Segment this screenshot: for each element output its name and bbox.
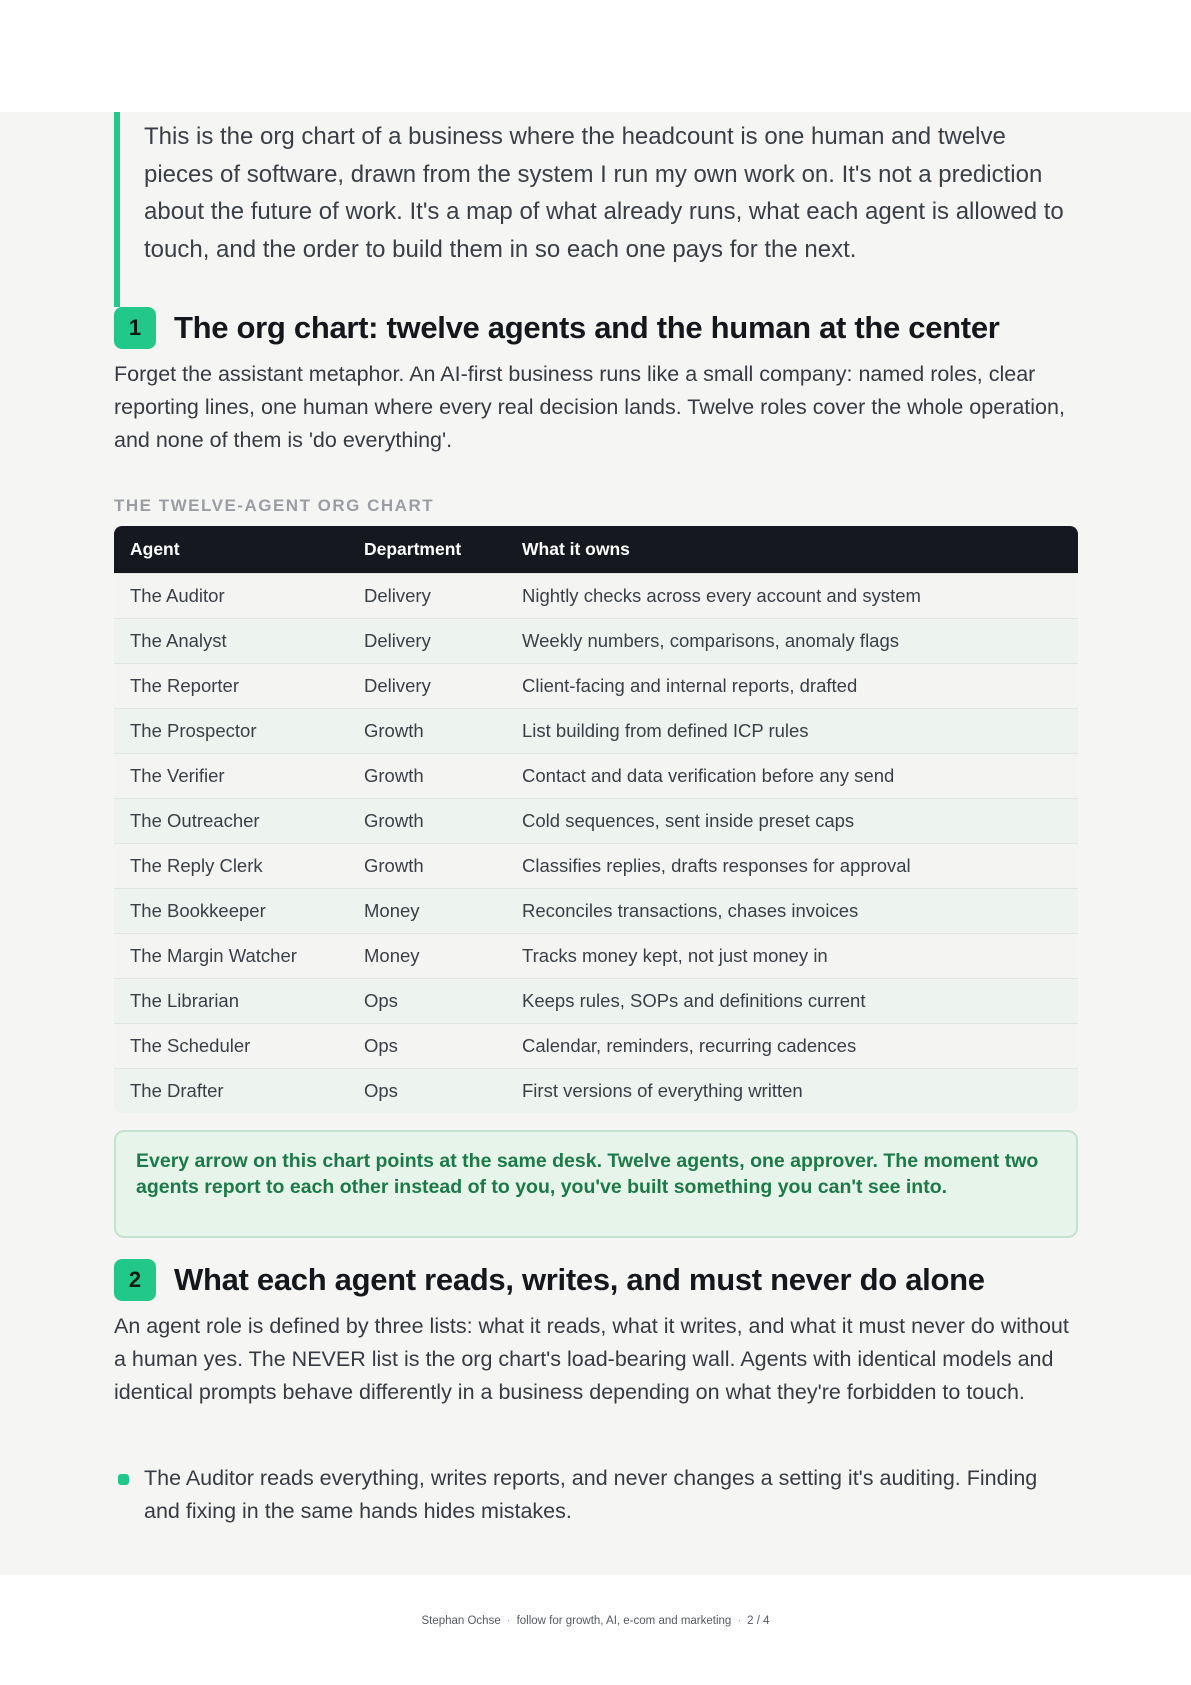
cell-agent: The Bookkeeper bbox=[130, 900, 266, 921]
cell-owns: Nightly checks across every account and system bbox=[522, 585, 921, 606]
list-item-text: The Auditor reads everything, writes reports, and never changes a setting it's auditing. Finding and fixing in the same hands hides mistakes. bbox=[144, 1466, 1038, 1523]
cell-agent: The Outreacher bbox=[130, 810, 260, 831]
cell-agent: The Reporter bbox=[130, 675, 239, 696]
table-row bbox=[114, 1023, 1078, 1068]
table-row bbox=[114, 798, 1078, 843]
cell-owns: Client-facing and internal reports, drafted bbox=[522, 675, 858, 696]
cell-agent: The Librarian bbox=[130, 990, 240, 1011]
table-row bbox=[114, 933, 1078, 978]
cell-department: Delivery bbox=[364, 585, 431, 606]
cell-agent: The Margin Watcher bbox=[130, 945, 297, 966]
cell-owns: Keeps rules, SOPs and definitions current bbox=[522, 990, 866, 1011]
cell-owns: Reconciles transactions, chases invoices bbox=[522, 900, 859, 921]
table-row bbox=[114, 978, 1078, 1023]
cell-department: Ops bbox=[364, 990, 398, 1011]
table-header-row bbox=[114, 526, 1078, 573]
table-row bbox=[114, 1068, 1078, 1113]
bullet-marker-icon bbox=[118, 1474, 129, 1485]
cell-agent: The Analyst bbox=[130, 630, 227, 651]
cell-department: Delivery bbox=[364, 630, 431, 651]
section-2-title: What each agent reads, writes, and must never do alone bbox=[174, 1262, 985, 1297]
cell-owns: Calendar, reminders, recurring cadences bbox=[522, 1035, 857, 1056]
cell-department: Ops bbox=[364, 1035, 398, 1056]
cell-department: Delivery bbox=[364, 675, 431, 696]
table-row bbox=[114, 843, 1078, 888]
section-1-header bbox=[114, 306, 1000, 350]
cell-owns: Cold sequences, sent inside preset caps bbox=[522, 810, 855, 831]
footer-separator: · bbox=[506, 1615, 511, 1627]
table-row bbox=[114, 753, 1078, 798]
table-row bbox=[114, 618, 1078, 663]
header-agent: Agent bbox=[130, 539, 180, 559]
org-chart-table bbox=[114, 526, 1078, 1113]
cell-agent: The Auditor bbox=[130, 585, 225, 606]
list-item bbox=[114, 1462, 1078, 1528]
footer-tagline: follow for growth, AI, e-com and marketing bbox=[516, 1615, 732, 1627]
header-what-it-owns: What it owns bbox=[522, 539, 630, 559]
cell-owns: Tracks money kept, not just money in bbox=[522, 945, 828, 966]
cell-agent: The Drafter bbox=[130, 1080, 224, 1101]
section-1-number-badge: 1 bbox=[114, 307, 156, 349]
page-top-margin bbox=[0, 0, 1191, 112]
cell-owns: List building from defined ICP rules bbox=[522, 720, 809, 741]
cell-department: Growth bbox=[364, 720, 424, 741]
cell-department: Growth bbox=[364, 855, 424, 876]
cell-department: Money bbox=[364, 900, 420, 921]
page-body bbox=[0, 112, 1191, 1575]
section-1-paragraph: Forget the assistant metaphor. An AI-first business runs like a small company: named roles, clear reporting lines, one human where every real decision lands. Twelve roles cover the whole operation, and none of them is 'do everything'. bbox=[114, 362, 1065, 452]
table-caption: THE TWELVE-AGENT ORG CHART bbox=[114, 496, 435, 515]
cell-owns: First versions of everything written bbox=[522, 1080, 803, 1101]
cell-department: Growth bbox=[364, 810, 424, 831]
cell-owns: Classifies replies, drafts responses for approval bbox=[522, 855, 911, 876]
table-row bbox=[114, 573, 1078, 618]
page-footer bbox=[0, 1615, 1191, 1627]
cell-agent: The Scheduler bbox=[130, 1035, 251, 1056]
table-row bbox=[114, 708, 1078, 753]
cell-owns: Weekly numbers, comparisons, anomaly flags bbox=[522, 630, 900, 651]
footer-author: Stephan Ochse bbox=[421, 1615, 501, 1627]
header-department: Department bbox=[364, 539, 462, 559]
cell-agent: The Prospector bbox=[130, 720, 257, 741]
table-row bbox=[114, 888, 1078, 933]
cell-department: Ops bbox=[364, 1080, 398, 1101]
cell-agent: The Reply Clerk bbox=[130, 855, 263, 876]
section-2-header bbox=[114, 1258, 985, 1302]
footer-separator: · bbox=[737, 1615, 742, 1627]
section-2-paragraph: An agent role is defined by three lists: what it reads, what it writes, and what it must never do without a human yes. The NEVER list is the org chart's load-bearing wall. Agents with identical models and identical prompts behave differently in a business depending on what they're forbidden to touch. bbox=[114, 1314, 1069, 1404]
cell-department: Growth bbox=[364, 765, 424, 786]
section-2-number-badge: 2 bbox=[114, 1259, 156, 1301]
callout-box: Every arrow on this chart points at the same desk. Twelve agents, one approver. The moment two agents report to each other instead of to you, you've built something you can't see into. bbox=[114, 1130, 1078, 1238]
page-number: 2 / 4 bbox=[747, 1615, 770, 1627]
cell-owns: Contact and data verification before any send bbox=[522, 765, 895, 786]
intro-quote: This is the org chart of a business where the headcount is one human and twelve pieces of software, drawn from the system I run my own work on. It's not a prediction about the future of work. It's a map of what already runs, what each agent is allowed to touch, and the order to build them in so each one pays for the next. bbox=[114, 112, 1078, 307]
cell-department: Money bbox=[364, 945, 420, 966]
table-row bbox=[114, 663, 1078, 708]
section-1-title: The org chart: twelve agents and the human at the center bbox=[174, 310, 1000, 345]
cell-agent: The Verifier bbox=[130, 765, 225, 786]
